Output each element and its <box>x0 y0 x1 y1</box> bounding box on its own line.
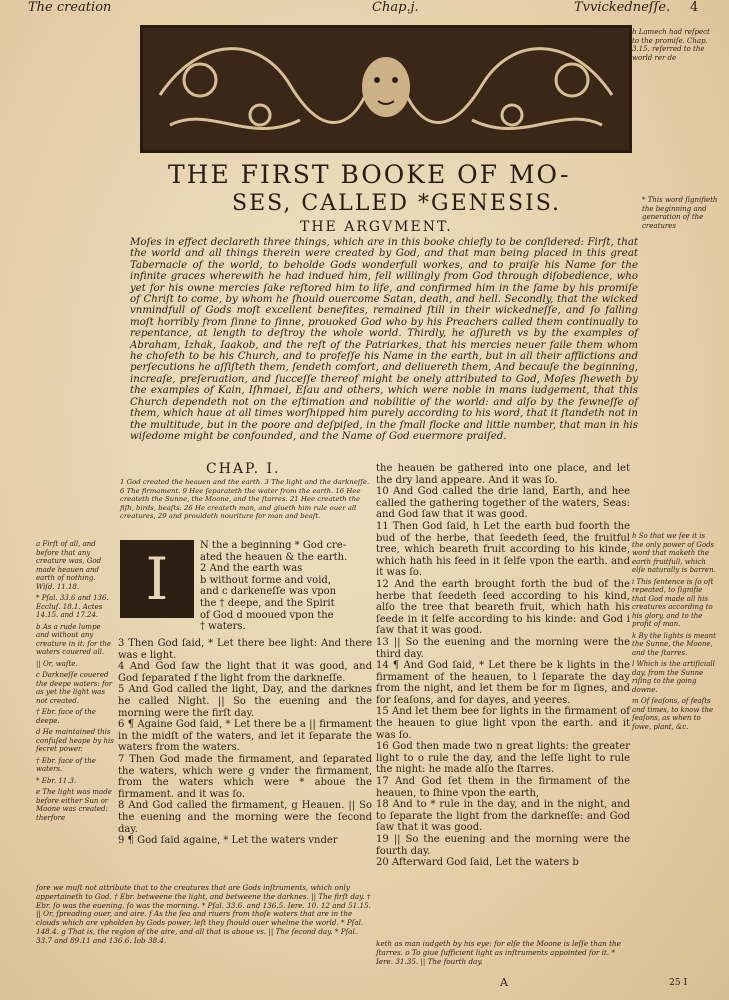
text-line: † waters. <box>200 621 246 633</box>
verse: 6 ¶ Againe God ſaid, * Let there be a || firmament in the midſt of the waters, and let it ſeparate the waters from the waters. <box>118 719 372 754</box>
left-column-verses <box>118 638 372 847</box>
verse: 19 || So the euening and the morning were the fourth day. <box>376 834 630 857</box>
running-header-right: Tvvickedneſſe. <box>574 0 671 15</box>
margin-note: m Of ſeaſons, of feaſts and times, to know the ſeaſons, as when to ſowe, plant, &c. <box>632 697 714 731</box>
margin-note: k By the lights is meant the Sunne, the Moone, and the ſtarres. <box>632 631 716 657</box>
verse: 10 And God called the drie land, Earth, and hee called the gathering together of the waters, Seas: and God ſaw that it was good. <box>376 486 630 521</box>
text-line: ated the heauen & the earth. <box>200 551 348 563</box>
chapter-heading: CHAP. I. <box>206 461 281 477</box>
left-column-opening <box>200 540 370 633</box>
left-margin-notes <box>36 540 116 825</box>
margin-note: † Ebr. face of the waters. <box>36 756 96 773</box>
margin-note: b As a rude lumpe and without any creature in it: for the waters couered all. <box>36 622 112 656</box>
verse: 13 || So the euening and the morning were the third day. <box>376 636 630 660</box>
verse: 14 ¶ And God ſaid, * Let there be k lights in the firmament of the heauen, to l ſeparate the day from the night, and let them be for m ſignes, and for ſeaſons, and for dayes, and yeeres. <box>376 660 630 706</box>
margin-note: * Pſal. 33.6 and 136. Eccluſ. 18.1. Actes 14.15. and 17.24. <box>36 594 109 619</box>
verse: 16 God then made two n great lights: the greater light to o rule the day, and the leſſe light to rule the night: he made alſo the ſtarres. <box>376 741 630 776</box>
text-line: of God d mooued vpon the <box>200 609 334 621</box>
face-ornament <box>362 57 410 117</box>
verse: 3 Then God ſaid, * Let there bee light: And there was e light. <box>118 638 372 661</box>
verse: 18 And to * rule in the day, and in the night, and to ſeparate the light from the darkneſſe: and God ſaw that it was good. <box>376 799 630 834</box>
running-header-center: Chap.j. <box>372 0 419 15</box>
verse: 7 Then God made the firmament, and ſeparated the waters, which were g vnder the firmament, from the waters which were * aboue the firmament. and it was ſo. <box>118 753 372 800</box>
text-line: b without forme and void, <box>200 574 331 586</box>
catchword: 25 I <box>669 978 687 988</box>
verse: 20 Afterward God ſaid, Let the waters b <box>376 857 579 869</box>
ornamental-headpiece <box>140 25 632 153</box>
verse: 4 And God ſaw the light that it was good, and God ſeparated f the light from the darkneſſe. <box>118 661 372 684</box>
verse: 5 And God called the light, Day, and the darknes he called Night. || So the euening and the morning were the firſt day. <box>118 684 372 719</box>
footnotes-right: keth as man iudgeth by his eye: for elſe the Moone is leſſe than the ſtarres. o To giue ſufficient light as inſtruments appointed for it. * Iere. 31.35. || The fourth day. <box>376 939 621 966</box>
right-column-verses <box>376 463 630 869</box>
right-margin-notes <box>632 532 718 734</box>
verse: 11 Then God ſaid, h Let the earth bud foorth the bud of the herbe, that ſeedeth ſeed, the fruitful tree, which beareth fruit according to his kinde, which hath his feed in it ſelfe vpon the earth. and it was ſo. <box>376 520 630 579</box>
footnotes-left: fore we muſt not attribute that to the creatures that are Gods inſtruments, which only appertaineth to God. † Ebr. betweene the light, and betweene the darknes. || The firſt day. † Ebr. ſo was the euening, ſo was the morning. * Pſal. 33.6. and 136.5. Iere. 10. 12 and 51.15. || Or, ſpreading ouer, and aire. f As the ſea and riuers from thoſe waters that are in the clouds which are vpholden by Gods power, leſt they ſhould ouer whelme the world. * Pſal. 148.4. g That is, the region of the aire, and all that is aboue vs. || The ſecond day. * Pſal. 33.7 and 89.11 and 136.6. Iob 38.4. <box>36 883 371 945</box>
margin-note: a Firſt of all, and before that any creature was, God made heauen and earth of nothing. Wiſd. 11.18. <box>36 540 102 591</box>
page-number: 4 <box>690 0 699 15</box>
drop-cap-initial: I <box>120 540 194 618</box>
margin-note: h So that we ſee it is the only power of Gods word that maketh the earth fruitfull, which elſe naturally is barren. <box>632 532 716 574</box>
margin-note: || Or, waſte. <box>36 659 78 668</box>
text-line: 2 And the earth was <box>200 563 303 575</box>
margin-note: l Which is the artificiall day, from the Sunne riſing to the going downe. <box>632 660 715 694</box>
text-line: and c darkeneſſe was vpon <box>200 586 337 598</box>
right-margin-top-note: h Lamech had reſpect to the promiſe. Chap. 3.15. referred to the world rer de <box>632 28 710 62</box>
book-title-line2: SES, CALLED *GENESIS. <box>232 191 562 216</box>
signature-mark: A <box>500 976 508 989</box>
right-margin-genesis-note: * This word ſignifieth the beginning and generation of the creatures <box>642 196 718 230</box>
book-title-line1: THE FIRST BOOKE OF MO- <box>168 160 571 189</box>
margin-note: i This ſentence is ſo oft repeated, to ſignifie that God made all his creatures according to his glory, and to the profit of man. <box>632 577 714 628</box>
argument-heading: THE ARGVMENT. <box>300 219 453 235</box>
chapter-summary: 1 God created the heauen and the earth. 3 The light and the darkneſſe. 6 The firmament. 9 Hee ſeparateth the water from the earth. 16 Hee createth the Sunne, the Moone, and the ſtarres. 21 Hee createth the fiſh, birds, beaſts. 26 He createth man, and giueth him rule ouer all creatures, 29 and prouideth nouriture for man and beaſt. <box>120 478 370 521</box>
verse: 12 And the earth brought forth the bud of the herbe that ſeedeth ſeed according to his kind, alſo the tree that beareth fruit, which hath his ſeede in it ſelfe according to his kinde: and God i ſaw that it was good. <box>376 578 630 637</box>
margin-note: e The light was made before either Sun or Moone was created: therfore <box>36 788 112 822</box>
margin-note: d He maintained this confuſed heape by his ſecret power. <box>36 728 114 753</box>
text-line: the † deepe, and the Spirit <box>200 597 335 609</box>
argument-text: Moſes in effect declareth three things, which are in this booke chiefly to be conſidered: Firſt, that the world and all things therein were created by God, and that man being placed in this great Tabernacle of the world, to beholde Gods wonderfull workes, and to praiſe his Name for the infinite graces wherewith he had indued him, fell willingly from God through diſobedience, who yet for his owne mercies ſake reſtored him to life, and confirmed him in the ſame by his promiſe of Chriſt to come, by whom he ſhould ouercome Satan, death, and hell. Secondly, that the wicked vnmindfull of Gods moſt excellent benefites, remained ſtill in their wickedneſſe, and ſo falling moſt horribly from ſinne to ſinne, prouoked God who by his Preachers called them continually to repentance, at length to deſtroy the whole world. Thirdly, he aſſureth vs by the examples of Abraham, Izhak, Iaakob, and the reſt of the Patriarkes, that his mercies neuer faile them whom he choſeth to be his Church, and to profeſſe his Name in the earth, but in all their afflictions and perſecutions he aſſiſteth them, ſendeth comfort, and deliuereth them, And becauſe the beginning, increaſe, preſeruation, and ſucceſſe thereof might be onely attributed to God, Moſes ſheweth by the examples of Kain, Iſhmael, Eſau and others, which were noble in mans iudgement, that this Church dependeth not on the eſtimation and nobilitie of the world: and alſo by the fewneſſe of them, which haue at all times worſhipped him purely according to his word, that it ſtandeth not in the multitude, but in the poore and deſpiſed, in the ſmall flocke and little number, that man in his wiſedome might be confounded, and the Name of God euermore praiſed. <box>130 237 638 442</box>
margin-note: * Ebr. 11.3. <box>36 776 77 785</box>
verse: the heauen be gathered into one place, and let the dry land appeare. And it was ſo. <box>376 463 630 486</box>
margin-note: † Ebr. face of the deepe. <box>36 708 96 725</box>
running-header-left: The creation <box>28 0 112 15</box>
verse: 15 And let them bee for lights in the firmament of the heauen to giue light vpon the earth. and it was ſo. <box>376 706 630 741</box>
verse: 9 ¶ God ſaid againe, * Let the waters vnder <box>118 835 338 847</box>
verse: 8 And God called the firmament, g Heauen. || So the euening and the morning were the ſecond day. <box>118 800 372 835</box>
text-line: N the a beginning * God cre- <box>200 540 347 551</box>
verse: 17 And God ſet them in the firmament of the heauen, to ſhine vpon the earth, <box>376 776 630 799</box>
margin-note: c Darkneſſe couered the deepe waters: for as yet the light was not created. <box>36 671 113 705</box>
